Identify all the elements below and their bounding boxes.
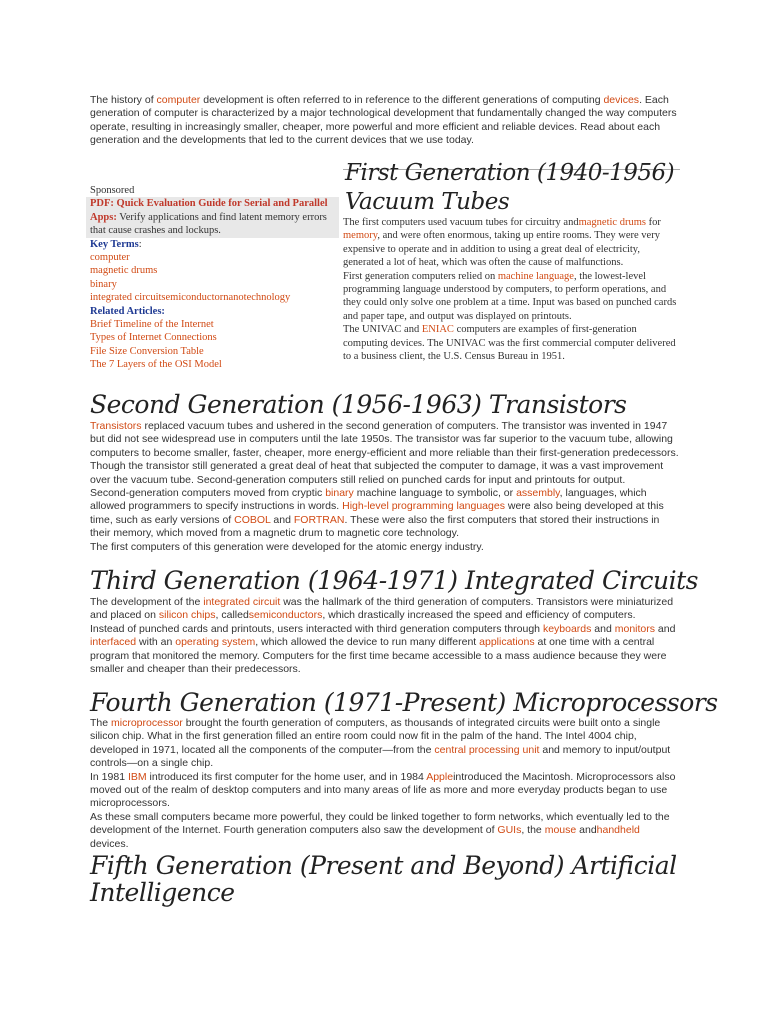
fourth-generation-body [90,717,680,851]
heading-first-generation-sub: Vacuum Tubes [345,189,510,215]
link-microprocessor[interactable]: microprocessor [111,717,183,729]
paragraph: The first computers of this generation were developed for the atomic energy industry. [90,540,484,553]
link-semiconductors[interactable]: semiconductors [248,609,323,622]
paragraph: Transistors replaced vacuum tubes and ushered in the second generation of computers. The transistor was invented in 1947 but did not see widespread use in computers until the late 1950s. The transistor was far superior to the vacuum tube, allowing computers to become smaller, faster, cheaper, more energy-efficient and more reliable than their first-generation predecessors. Though the transistor still generated a great deal of heat that subjected the computer to damage, it was a vast improvement over the vacuum tube. Second-generation computers still relied on punched cards for input and printouts for output. [90,420,679,486]
key-term-link[interactable]: computer [90,252,130,264]
related-article-link[interactable]: Brief Timeline of the Internet [90,319,214,331]
paragraph: The first computers used vacuum tubes for circuitry andmagnetic drums for memory, and were often enormous, taking up entire rooms. They were very expensive to operate and in addition to using a great deal of electricity, generated a lot of heat, which was often the cause of malfunctions. [343,217,661,269]
related-article-link[interactable]: File Size Conversion Table [90,345,204,357]
key-terms-colon: : [138,238,142,250]
link-fortran[interactable]: FORTRAN [293,513,345,526]
paragraph: The microprocessor brought the fourth generation of computers, as thousands of integrated circuits were built onto a single silicon chip. What in the first generation filled an entire room could now fit in the palm of the hand. The Intel 4004 chip, developed in 1971, located all the components of the computer—from the central processing unit and memory to input/output controls—on a single chip. [90,717,671,770]
link-magnetic-drums[interactable]: magnetic drums [578,217,646,228]
link-keyboards[interactable]: keyboards [542,622,592,635]
third-generation-body [90,596,680,676]
paragraph: The development of the integrated circuit was the hallmark of the third generation of computers. Transistors were miniaturized and placed on silicon chips, calledsemiconductors, which drastically increased the speed and efficiency of computers. [90,596,674,622]
key-term-link[interactable]: magnetic drums [90,265,158,277]
link-computer[interactable]: computer [156,94,201,106]
sponsored-label: Sponsored [90,185,135,196]
heading-fourth-generation: Fourth Generation (1971-Present) Microprocessors [90,688,718,717]
related-article-link[interactable]: Types of Internet Connections [90,332,217,344]
related-articles-label: Related Articles: [90,305,165,317]
second-generation-body [90,420,680,554]
key-term-link[interactable]: integrated circuitsemiconductornanotechnology [90,292,291,304]
intro-paragraph: The history of computer development is often referred to in reference to the different generations of computing devices. Each generation of computer is characterized by a major technological development that fundamentally changed the way computers operate, resulting in increasingly smaller, cheaper, more powerful and more efficient and reliable devices. Read about each generation and the developments that led to the current devices that we use today. [90,94,677,147]
link-monitors[interactable]: monitors [614,622,656,635]
sponsored-box[interactable] [86,197,339,237]
link-mouse[interactable]: mouse [544,824,577,837]
paragraph: The UNIVAC and ENIAC computers are examples of first-generation computing devices. The UNIVAC was the first commercial computer delivered to a business client, the U.S. Census Bureau in 1951. [343,324,676,363]
pdf-ad-text: Verify applications and find latent memory errors that cause crashes and lockups. [90,211,327,237]
paragraph: As these small computers became more powerful, they could be linked together to form networks, which eventually led to the development of the Internet. Fourth generation computers also saw the development of GUIs, the mouse andhandheld devices. [90,810,670,850]
link-transistors[interactable]: Transistors [90,420,142,432]
link-interfaced[interactable]: interfaced [90,636,137,649]
link-binary[interactable]: binary [325,487,354,500]
link-cobol[interactable]: COBOL [234,513,271,526]
paragraph: In 1981 IBM introduced its first computer for the home user, and in 1984 Appleintroduced the Macintosh. Microprocessors also moved out of the realm of desktop computers and into many areas of life as more and more everyday products began to use microprocessors. [90,770,676,810]
link-assembly[interactable]: assembly [516,487,560,500]
key-term-link[interactable]: binary [90,278,117,290]
link-high-level-languages[interactable]: High-level programming languages [342,500,505,513]
link-eniac[interactable]: ENIAC [421,324,454,336]
link-ibm[interactable]: IBM [127,770,147,783]
link-cpu[interactable]: central processing unit [434,743,540,756]
link-operating-system[interactable]: operating system [175,636,256,649]
heading-fifth-generation: Fifth Generation (Present and Beyond) Artificial Intelligence [90,851,677,907]
paragraph: Instead of punched cards and printouts, users interacted with third generation computers through keyboards and monitors and interfaced with an operating system, which allowed the device to run many different applications at one time with a central program that monitored the memory. Computers for the first time became accessible to a mass audience because they were smaller and cheaper than their predecessors. [90,622,676,676]
pdf-ad-title[interactable]: PDF: Quick Evaluation Guide for Serial and Parallel Apps: [90,198,328,223]
link-silicon-chips[interactable]: silicon chips [158,609,216,622]
paragraph: First generation computers relied on machine language, the lowest-level programming language understood by computers, to perform operations, and they could only solve one problem at a time. Input was based on punched cards and paper tape, and output was displayed on printouts. [343,270,677,322]
link-integrated-circuit[interactable]: integrated circuit [203,596,281,608]
link-devices[interactable]: devices [603,94,640,106]
heading-third-generation: Third Generation (1964-1971) Integrated Circuits [90,566,698,595]
sidebar [90,184,335,372]
related-article-link[interactable]: The 7 Layers of the OSI Model [90,359,222,371]
paragraph: Second-generation computers moved from cryptic binary machine language to symbolic, or assembly, languages, which allowed programmers to specify instructions in words. High-level programming languages were also being developed at this time, such as early versions of COBOL and FORTRAN. These were also the first computers that stored their instructions in their memory, which moved from a magnetic drum to magnetic core technology. [90,487,664,540]
link-machine-language[interactable]: machine language [497,270,574,282]
link-memory[interactable]: memory [343,230,378,242]
link-handheld[interactable]: handheld [596,824,640,837]
link-apple[interactable]: Apple [426,770,454,783]
link-applications[interactable]: applications [479,636,535,649]
heading-first-generation: First Generation (1940-1956) [345,160,675,186]
first-generation-body [343,216,679,363]
link-guis[interactable]: GUIs [497,824,522,837]
key-terms-label: Key Terms [90,238,139,250]
heading-second-generation: Second Generation (1956-1963) Transistors [90,390,627,419]
